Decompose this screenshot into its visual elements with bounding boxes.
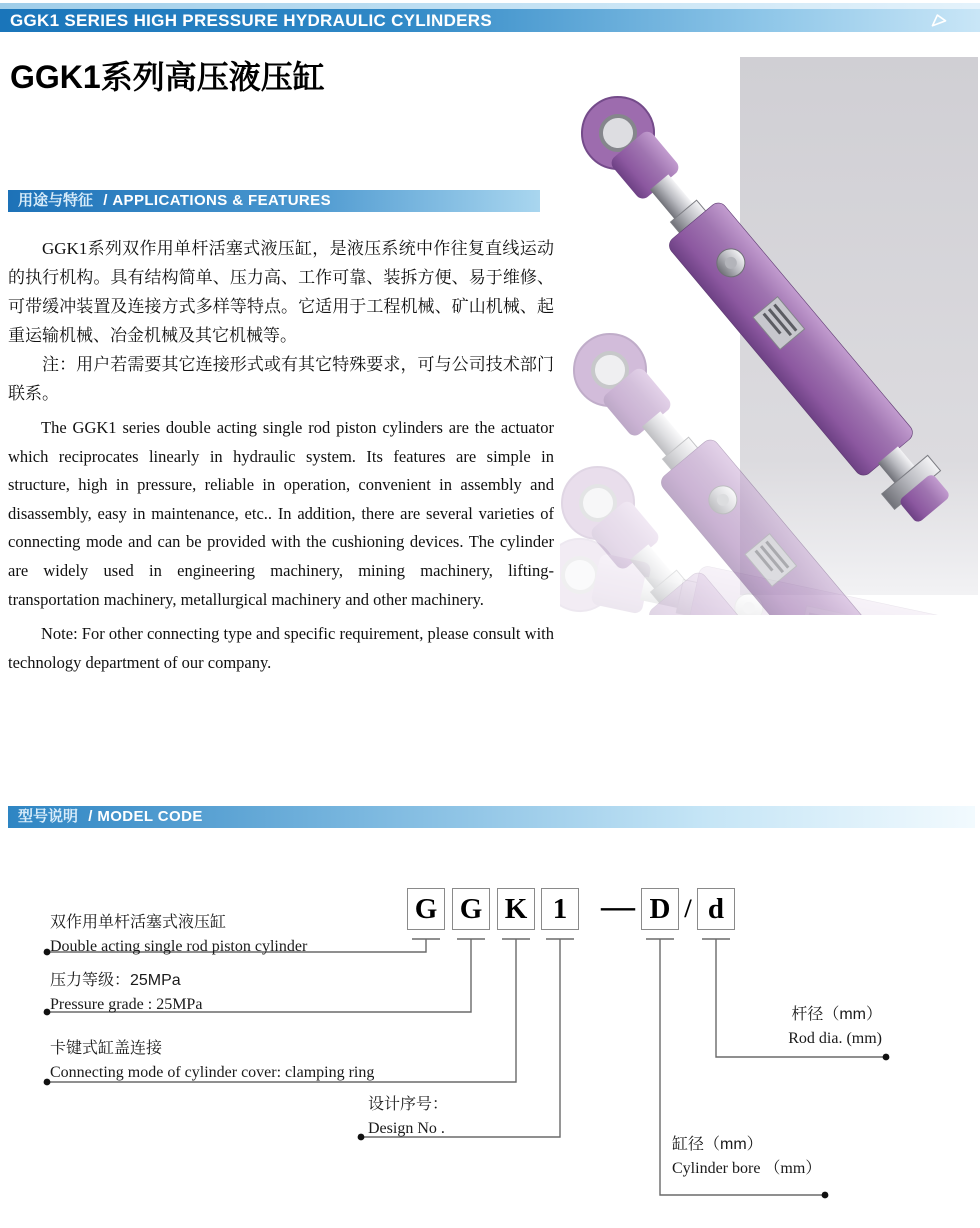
applications-paragraph-en: The GGK1 series double acting single rod piston cylinders are the actuator which reciprocates linearly in hydraulic system. Its features are simple in structure, high in pressure, reliable in operation, convenient in assembly and disassembly, easy in maintenance, etc.. In addition, there are several varieties of connecting mode and can be provided with the cushioning devices. The cylinder are widely used in engineering machinery, mining machinery, lifting-transportation machinery, metallurgical machinery and other machinery. xyxy=(8,418,554,609)
label-cylinder-bore xyxy=(672,1132,821,1181)
section-header-model-code xyxy=(8,806,975,828)
code-separator-slash: / xyxy=(684,894,692,923)
page-title: GGK1系列高压液压缸 xyxy=(10,59,325,95)
label-en: Connecting mode of cylinder cover: clamping ring xyxy=(50,1064,375,1081)
label-zh: 卡键式缸盖连接 xyxy=(50,1040,163,1057)
section-header-applications xyxy=(8,190,540,212)
label-zh: 双作用单杆活塞式液压缸 xyxy=(50,914,227,931)
label-rod-dia xyxy=(720,1002,882,1051)
code-box-D: D xyxy=(641,888,679,930)
label-zh: 杆径（mm） xyxy=(791,1006,882,1023)
label-en: Design No . xyxy=(368,1120,445,1137)
applications-note-zh: 注：用户若需要其它连接形式或有其它特殊要求，可与公司技术部门联系。 xyxy=(8,355,554,403)
label-en: Double acting single rod piston cylinder xyxy=(50,938,308,955)
banner-title: GGK1 SERIES HIGH PRESSURE HYDRAULIC CYLINDERS xyxy=(10,11,493,30)
label-pressure-grade xyxy=(50,968,202,1017)
applications-text-column xyxy=(8,234,554,677)
section-title-en: / APPLICATIONS & FEATURES xyxy=(103,192,331,209)
label-en: Rod dia. (mm) xyxy=(788,1030,882,1047)
label-zh: 压力等级：25MPa xyxy=(50,972,181,989)
section-title-zh: 型号说明 xyxy=(18,808,79,825)
section-title-zh: 用途与特征 xyxy=(18,192,94,209)
section-title-en: / MODEL CODE xyxy=(88,808,203,825)
code-box-K: K xyxy=(497,888,535,930)
code-box-G2: G xyxy=(452,888,490,930)
top-banner xyxy=(0,9,980,32)
label-en: Pressure grade : 25MPa xyxy=(50,996,203,1013)
label-connecting-mode xyxy=(50,1036,374,1085)
code-separator-dash: — xyxy=(601,888,633,925)
label-zh: 缸径（mm） xyxy=(672,1136,763,1153)
product-image-hydraulic-cylinder xyxy=(560,55,980,615)
flag-icon[interactable] xyxy=(930,12,948,28)
label-double-acting xyxy=(50,910,307,959)
applications-note-en: Note: For other connecting type and specific requirement, please consult with technology department of our company. xyxy=(8,624,554,672)
label-design-no xyxy=(368,1092,448,1141)
label-zh: 设计序号： xyxy=(368,1096,449,1113)
code-box-1: 1 xyxy=(541,888,579,930)
model-code-diagram xyxy=(0,850,980,1228)
applications-paragraph-zh: GGK1系列双作用单杆活塞式液压缸，是液压系统中作往复直线运动的执行机构。具有结构简单、压力高、工作可靠、装拆方便、易于维修、可带缓冲装置及连接方式多样等特点。它适用于工程机械、矿山机械、起重运输机械、冶金机械及其它机械等。 xyxy=(8,239,554,345)
label-en: Cylinder bore （mm） xyxy=(672,1160,822,1177)
code-box-G1: G xyxy=(407,888,445,930)
code-box-d: d xyxy=(697,888,735,930)
